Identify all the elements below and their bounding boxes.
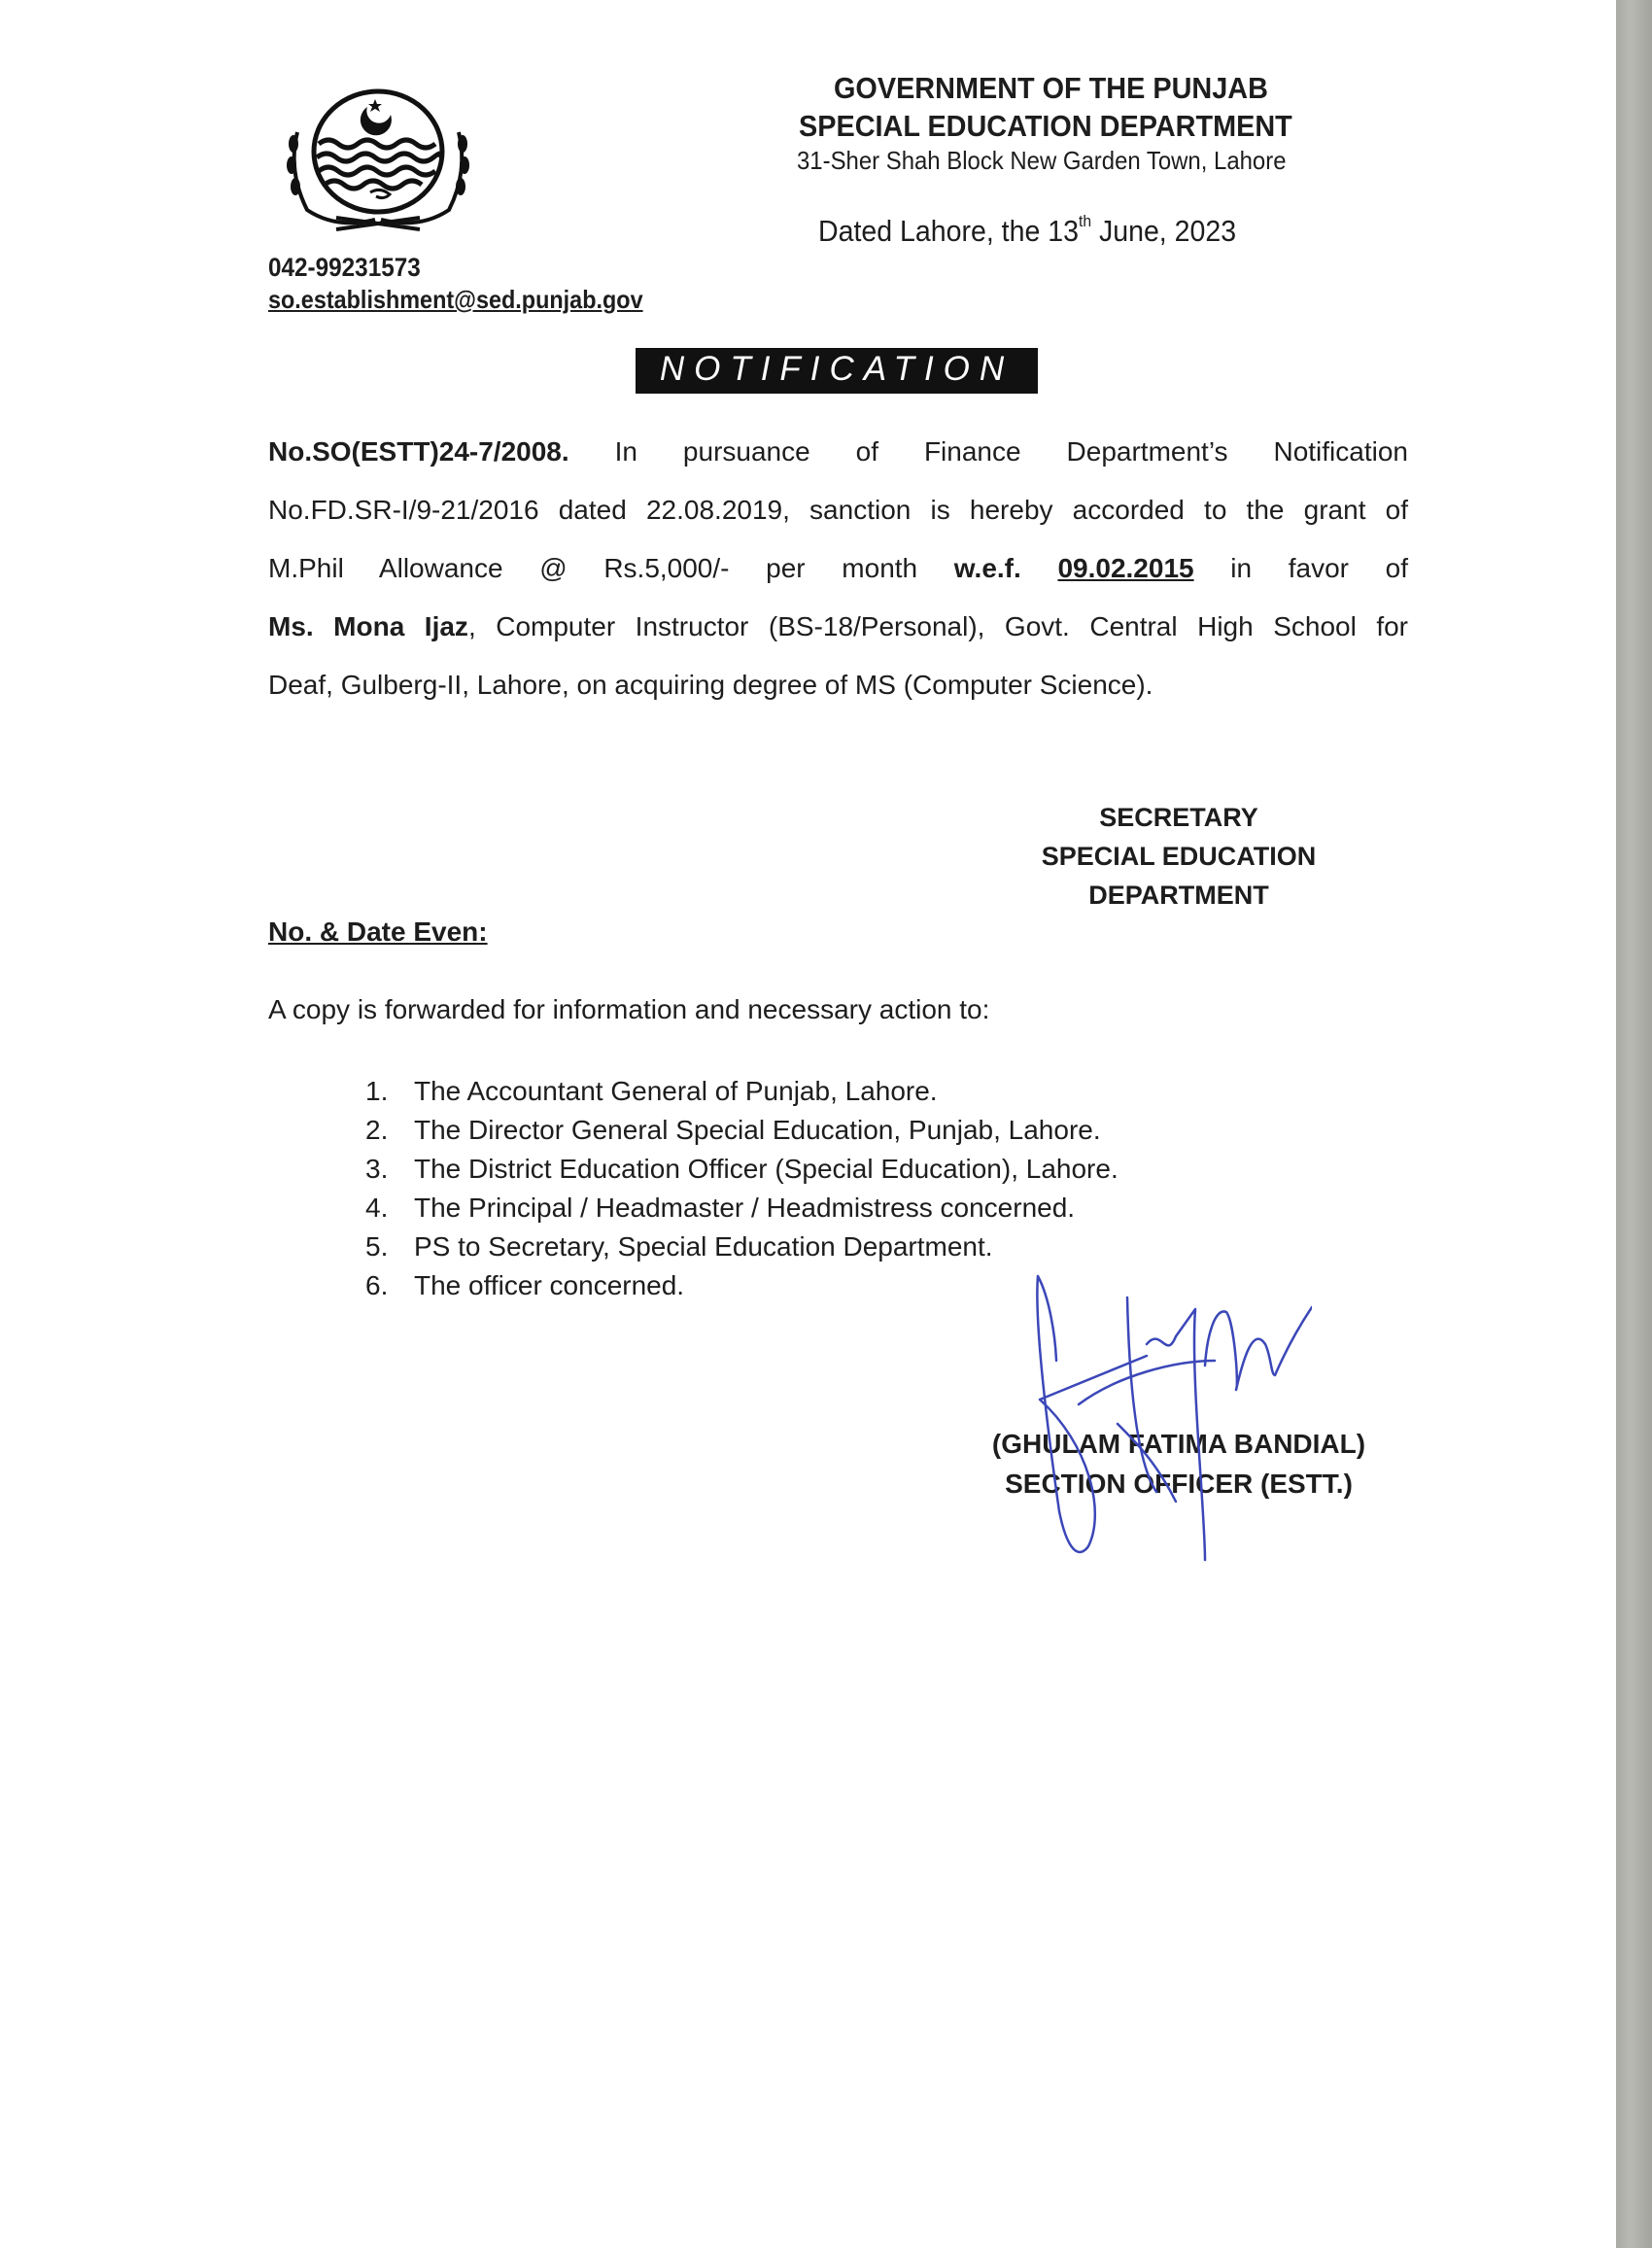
secretary-line: DEPARTMENT — [1088, 881, 1269, 910]
endorsement-intro: A copy is forwarded for information and necessary action to: — [268, 994, 990, 1024]
item-text: PS to Secretary, Special Education Department. — [414, 1231, 993, 1262]
body-text: , Computer Instructor (BS-18/Personal), Govt. Central High School for — [467, 611, 1409, 641]
effective-date: 09.02.2015 — [1057, 553, 1194, 583]
item-text: The officer concerned. — [414, 1270, 685, 1300]
list-item — [365, 1228, 1119, 1266]
list-item — [365, 1266, 1119, 1305]
notification-body — [268, 432, 1408, 724]
notification-title: NOTIFICATION — [636, 348, 1038, 394]
scan-edge — [1616, 0, 1652, 2248]
dated-suffix: June, 2023 — [1091, 214, 1237, 248]
item-number: 3. — [365, 1154, 389, 1184]
list-item — [365, 1111, 1119, 1150]
endorsement-heading: No. & Date Even: — [268, 916, 488, 947]
item-number: 4. — [365, 1193, 389, 1223]
secretary-line: SPECIAL EDUCATION — [1041, 842, 1317, 871]
reference-number: No.SO(ESTT)24-7/2008. — [268, 436, 569, 467]
employee-name: Ms. Mona Ijaz — [268, 611, 468, 641]
distribution-list — [365, 1072, 1119, 1305]
government-heading: GOVERNMENT OF THE PUNJAB — [834, 71, 1268, 105]
list-item — [365, 1189, 1119, 1228]
body-line-4 — [268, 607, 1408, 666]
item-number: 6. — [365, 1270, 389, 1300]
signatory-name: (GHULAM FATIMA BANDIAL) — [991, 1429, 1366, 1459]
email-link[interactable]: so.establishment@sed.punjab.gov — [268, 285, 643, 314]
dated-prefix: Dated Lahore, the 13 — [818, 214, 1079, 248]
body-text: M.Phil Allowance @ Rs.5,000/- per month — [268, 553, 954, 583]
body-line-3 — [268, 549, 1408, 607]
list-item — [365, 1150, 1119, 1189]
secretary-line: SECRETARY — [1099, 803, 1258, 832]
body-line-1 — [268, 432, 1408, 491]
secretary-block — [984, 798, 1373, 915]
handwritten-signature — [1020, 1268, 1312, 1570]
item-number: 1. — [365, 1076, 389, 1106]
body-line-2: No.FD.SR-I/9-21/2016 dated 22.08.2019, sanction is hereby accorded to the grant of — [268, 495, 1408, 525]
punjab-emblem-logo — [278, 84, 478, 239]
body-text: In pursuance of Finance Department’s Notification — [568, 436, 1408, 467]
department-heading: SPECIAL EDUCATION DEPARTMENT — [799, 109, 1292, 143]
wef-label: w.e.f. — [953, 553, 1021, 583]
item-text: The District Education Officer (Special Education), Lahore. — [414, 1154, 1119, 1184]
phone-number: 042-99231573 — [268, 253, 421, 282]
signatory-designation: SECTION OFFICER (ESTT.) — [1005, 1469, 1353, 1499]
item-text: The Director General Special Education, Punjab, Lahore. — [414, 1115, 1101, 1145]
item-number: 5. — [365, 1231, 389, 1262]
item-text: The Principal / Headmaster / Headmistress concerned. — [414, 1193, 1076, 1223]
item-text: The Accountant General of Punjab, Lahore. — [414, 1076, 938, 1106]
department-address: 31-Sher Shah Block New Garden Town, Lahore — [797, 146, 1287, 175]
dated-superscript: th — [1078, 212, 1092, 230]
list-item — [365, 1072, 1119, 1111]
body-text: in favor of — [1193, 553, 1409, 583]
dated-line — [818, 214, 1236, 249]
body-line-5: Deaf, Gulberg-II, Lahore, on acquiring degree of MS (Computer Science). — [268, 670, 1153, 700]
item-number: 2. — [365, 1115, 389, 1145]
